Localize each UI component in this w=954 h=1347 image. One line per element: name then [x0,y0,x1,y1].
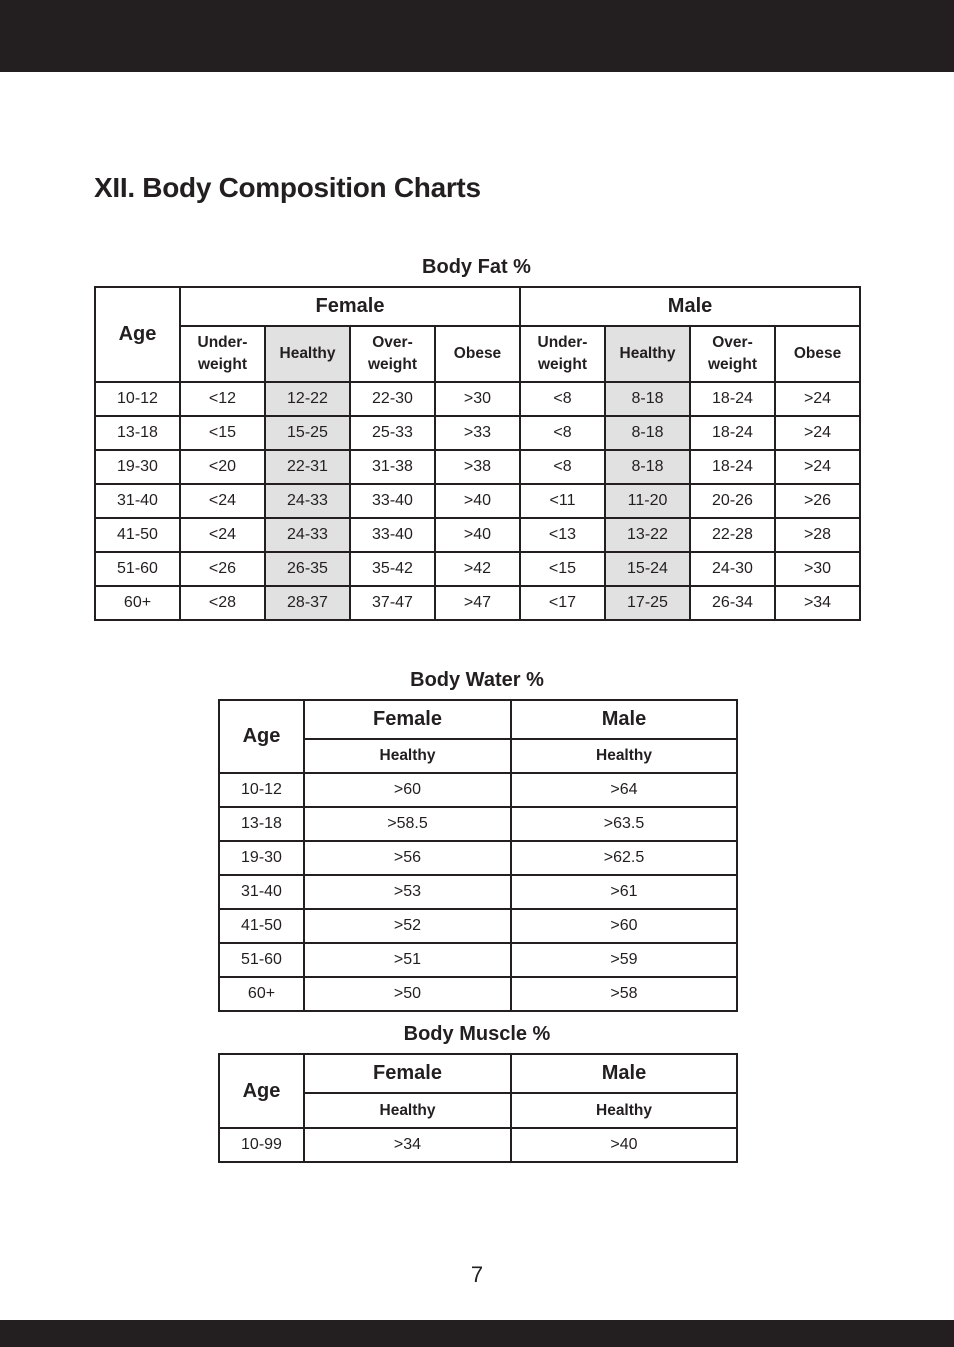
body-water-title: Body Water % [410,669,544,691]
value-cell: >52 [304,909,511,943]
age-cell: 60+ [95,586,180,620]
age-cell: 13-18 [219,807,304,841]
table-row [219,875,737,909]
value-cell: >42 [435,552,520,586]
healthy-cell: 13-22 [605,518,690,552]
table-row [219,1128,737,1162]
value-cell: >53 [304,875,511,909]
table-row [95,518,860,552]
table-row [219,909,737,943]
value-cell: <8 [520,450,605,484]
healthy-cell: 28-37 [265,586,350,620]
value-cell: <26 [180,552,265,586]
female-header: Female [180,287,520,326]
value-cell: <11 [520,484,605,518]
value-cell: <24 [180,484,265,518]
value-cell: >24 [775,416,860,450]
value-cell: >47 [435,586,520,620]
healthy-cell: 11-20 [605,484,690,518]
value-cell: 33-40 [350,484,435,518]
table-row [219,977,737,1011]
table-row [95,484,860,518]
value-cell: >50 [304,977,511,1011]
value-cell: >26 [775,484,860,518]
table-row [95,416,860,450]
male-header: Male [520,287,860,326]
value-cell: <28 [180,586,265,620]
healthy-cell: 8-18 [605,382,690,416]
value-cell: >38 [435,450,520,484]
value-cell: 37-47 [350,586,435,620]
male-healthy-header: Healthy [511,739,737,773]
male-overweight-header: Over- weight [690,326,775,382]
healthy-cell: 15-24 [605,552,690,586]
value-cell: 26-34 [690,586,775,620]
footer-band [0,1320,954,1347]
value-cell: >40 [511,1128,737,1162]
value-cell: >24 [775,382,860,416]
age-cell: 10-12 [219,773,304,807]
healthy-cell: 8-18 [605,450,690,484]
value-cell: >30 [775,552,860,586]
value-cell: >28 [775,518,860,552]
male-underweight-header: Under- weight [520,326,605,382]
value-cell: 20-26 [690,484,775,518]
female-header: Female [304,700,511,739]
healthy-cell: 24-33 [265,518,350,552]
body-fat-table [94,286,861,621]
value-cell: 22-28 [690,518,775,552]
value-cell: >63.5 [511,807,737,841]
female-obese-header: Obese [435,326,520,382]
value-cell: <20 [180,450,265,484]
value-cell: <12 [180,382,265,416]
value-cell: 33-40 [350,518,435,552]
healthy-cell: 12-22 [265,382,350,416]
page-title: XII. Body Composition Charts [94,172,481,203]
value-cell: <24 [180,518,265,552]
male-healthy-header: Healthy [605,326,690,382]
female-healthy-header: Healthy [304,1093,511,1128]
value-cell: <17 [520,586,605,620]
value-cell: >51 [304,943,511,977]
body-water-table [218,699,738,1012]
page-number: 7 [470,1262,484,1287]
value-cell: >30 [435,382,520,416]
value-cell: >33 [435,416,520,450]
value-cell: >60 [304,773,511,807]
value-cell: >59 [511,943,737,977]
female-underweight-header: Under- weight [180,326,265,382]
value-cell: >34 [304,1128,511,1162]
age-cell: 13-18 [95,416,180,450]
value-cell: <15 [180,416,265,450]
value-cell: 18-24 [690,450,775,484]
female-header: Female [304,1054,511,1093]
age-cell: 19-30 [95,450,180,484]
healthy-cell: 26-35 [265,552,350,586]
value-cell: 35-42 [350,552,435,586]
age-cell: 19-30 [219,841,304,875]
body-muscle-title: Body Muscle % [403,1023,551,1045]
table-row [95,586,860,620]
healthy-cell: 22-31 [265,450,350,484]
age-cell: 10-12 [95,382,180,416]
value-cell: >40 [435,484,520,518]
value-cell: <8 [520,416,605,450]
table-row [95,382,860,416]
table-row [95,450,860,484]
body-muscle-table [218,1053,738,1163]
male-obese-header: Obese [775,326,860,382]
value-cell: >60 [511,909,737,943]
male-header: Male [511,1054,737,1093]
male-healthy-header: Healthy [511,1093,737,1128]
value-cell: 18-24 [690,416,775,450]
value-cell: 31-38 [350,450,435,484]
table-row [219,807,737,841]
age-cell: 31-40 [95,484,180,518]
value-cell: <8 [520,382,605,416]
table-row [95,552,860,586]
body-fat-title: Body Fat % [422,256,531,278]
value-cell: 22-30 [350,382,435,416]
age-cell: 41-50 [95,518,180,552]
value-cell: >24 [775,450,860,484]
value-cell: >62.5 [511,841,737,875]
header-band [0,0,954,72]
healthy-cell: 15-25 [265,416,350,450]
healthy-cell: 24-33 [265,484,350,518]
male-header: Male [511,700,737,739]
age-cell: 10-99 [219,1128,304,1162]
value-cell: >34 [775,586,860,620]
female-overweight-header: Over- weight [350,326,435,382]
age-header: Age [219,700,304,773]
value-cell: <15 [520,552,605,586]
value-cell: >58 [511,977,737,1011]
age-header: Age [95,287,180,382]
female-healthy-header: Healthy [304,739,511,773]
value-cell: <13 [520,518,605,552]
value-cell: >40 [435,518,520,552]
age-header: Age [219,1054,304,1128]
age-cell: 51-60 [219,943,304,977]
table-row [219,943,737,977]
value-cell: >58.5 [304,807,511,841]
value-cell: 18-24 [690,382,775,416]
healthy-cell: 17-25 [605,586,690,620]
age-cell: 41-50 [219,909,304,943]
value-cell: >56 [304,841,511,875]
age-cell: 31-40 [219,875,304,909]
age-cell: 51-60 [95,552,180,586]
healthy-cell: 8-18 [605,416,690,450]
age-cell: 60+ [219,977,304,1011]
table-row [219,773,737,807]
value-cell: >64 [511,773,737,807]
value-cell: 25-33 [350,416,435,450]
value-cell: 24-30 [690,552,775,586]
table-row [219,841,737,875]
value-cell: >61 [511,875,737,909]
female-healthy-header: Healthy [265,326,350,382]
